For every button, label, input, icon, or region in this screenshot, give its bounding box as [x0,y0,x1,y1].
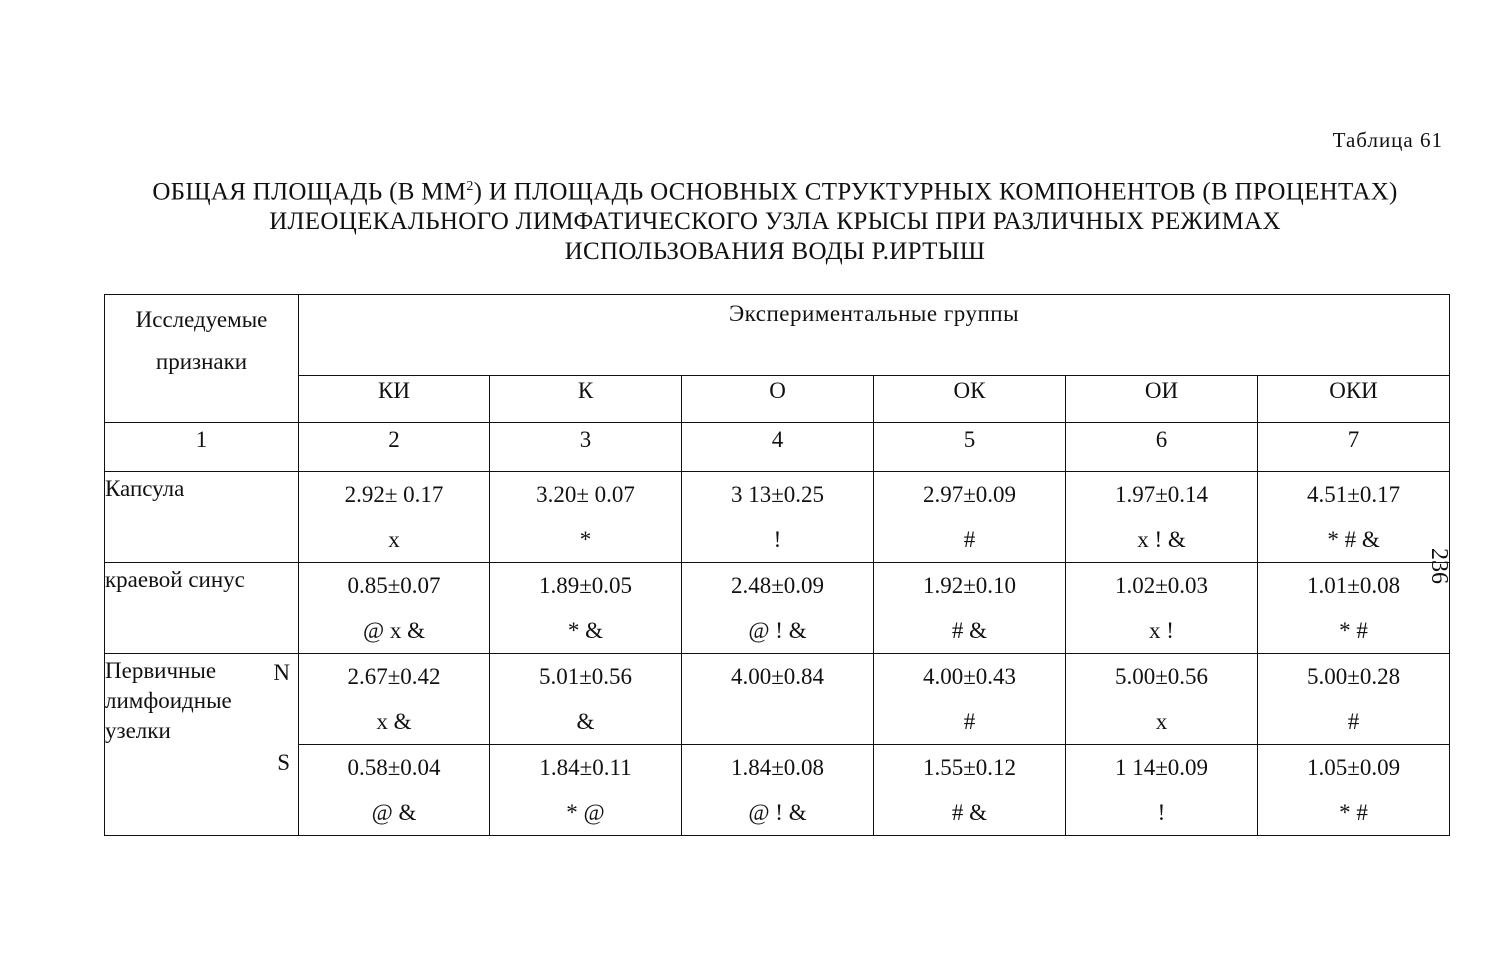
data-cell: 1.02±0.03 x ! [1066,563,1258,654]
data-cell: 5.01±0.56 & [490,654,682,745]
data-cell: 2.67±0.42 x & [299,654,490,745]
group-name: К [490,376,682,423]
column-number: 1 [105,423,299,472]
table-row-marginal-sinus [105,563,1450,654]
table-row-primary-nodules-n [105,654,1450,745]
title-line-2: ИЛЕОЦЕКАЛЬНОГО ЛИМФАТИЧЕСКОГО УЗЛА КРЫСЫ ПРИ РАЗЛИЧНЫХ РЕЖИМАХ [269,208,1281,236]
column-number: 6 [1066,423,1258,472]
data-cell: 1.89±0.05 * & [490,563,682,654]
data-cell: 2.48±0.09 @ ! & [682,563,874,654]
data-cell: 4.51±0.17 * # & [1258,472,1450,563]
column-number: 2 [299,423,490,472]
table-row-primary-nodules-s [105,745,1450,836]
row-label: Первичные лимфоидные узелки N S [105,654,299,836]
data-cell: 1.84±0.08 @ ! & [682,745,874,836]
data-cell: 4.00±0.43 # [874,654,1066,745]
data-cell: 1.92±0.10 # & [874,563,1066,654]
data-cell: 5.00±0.56 x [1066,654,1258,745]
data-cell: 1.01±0.08 * # [1258,563,1450,654]
data-cell: 5.00±0.28 # [1258,654,1450,745]
column-number: 4 [682,423,874,472]
group-name: КИ [299,376,490,423]
table-row-capsule [105,472,1450,563]
page-number: 236 [1426,548,1452,584]
column-number-row [105,423,1450,472]
group-name: ОИ [1066,376,1258,423]
column-number: 3 [490,423,682,472]
data-cell: 1 14±0.09 ! [1066,745,1258,836]
data-cell: 0.58±0.04 @ & [299,745,490,836]
data-cell: 1.05±0.09 * # [1258,745,1450,836]
data-cell: 0.85±0.07 @ x & [299,563,490,654]
data-cell: 1.84±0.11 * @ [490,745,682,836]
group-name: О [682,376,874,423]
groups-header: Экспериментальные группы [299,295,1450,376]
data-cell: 4.00±0.84 [682,654,874,745]
features-header: Исследуемые признаки [105,295,299,423]
table-title [60,172,1490,267]
group-name: ОК [874,376,1066,423]
row-label: Капсула [105,472,299,563]
data-cell: 2.92± 0.17 x [299,472,490,563]
table-number: Таблица 61 [1332,128,1443,152]
data-table [104,294,1450,836]
sub-label-s: S [277,750,290,775]
data-cell: 1.55±0.12 # & [874,745,1066,836]
group-names-row [105,376,1450,423]
header-row [105,295,1450,376]
column-number: 5 [874,423,1066,472]
row-label: краевой синус [105,563,299,654]
data-cell: 1.97±0.14 x ! & [1066,472,1258,563]
data-cell: 3.20± 0.07 * [490,472,682,563]
column-number: 7 [1258,423,1450,472]
title-line-1: ОБЩАЯ ПЛОЩАДЬ (В $ММ^2$) И ПЛОЩАДЬ ОСНОВНЫХ СТРУКТУРНЫХ КОМПОНЕНТОВ (В ПРОЦЕНТАХ) [152,178,1398,206]
data-cell: 2.97±0.09 # [874,472,1066,563]
sub-label-n: N [273,660,290,685]
data-cell: 3 13±0.25 ! [682,472,874,563]
group-name: ОКИ [1258,376,1450,423]
title-line-3: ИСПОЛЬЗОВАНИЯ ВОДЫ Р.ИРТЫШ [564,238,986,266]
